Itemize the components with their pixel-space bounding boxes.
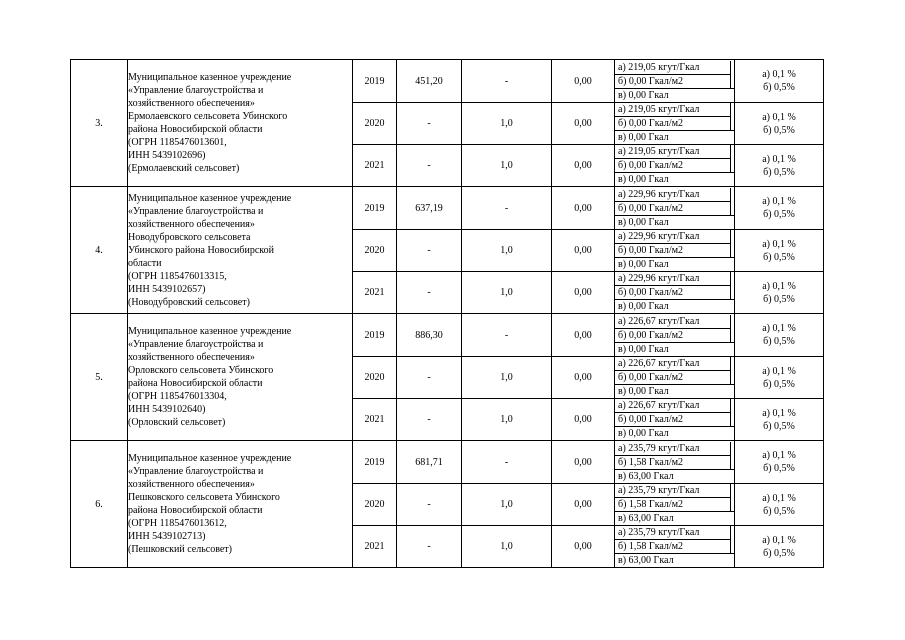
value-cell: 0,00	[552, 357, 615, 399]
value-cell: 451,20	[397, 60, 462, 103]
indicator-line: б) 1,58 Гкал/м2	[615, 497, 731, 511]
organization-line: хозяйственного обеспечения»	[128, 479, 255, 490]
indicator-cell	[615, 484, 735, 526]
year-cell: 2019	[353, 187, 397, 230]
target-line: а) 0,1 %	[762, 492, 796, 504]
value-cell: 1,0	[462, 484, 552, 526]
indicator-line: б) 0,00 Гкал/м2	[615, 412, 731, 426]
indicator-line: б) 0,00 Гкал/м2	[615, 74, 731, 88]
value-cell: 1,0	[462, 145, 552, 187]
organization-line: ИНН 5439102657)	[128, 283, 206, 295]
organization-line: «Управление благоустройства и	[128, 466, 264, 477]
target-line: б) 0,5%	[763, 293, 795, 305]
value-cell: 1,0	[462, 272, 552, 314]
target-line: б) 0,5%	[763, 336, 795, 347]
table-body	[71, 60, 824, 568]
organization-line: (Пешковский сельсовет)	[128, 544, 232, 555]
indicator-cell	[615, 526, 735, 568]
table-row	[71, 314, 824, 357]
indicator-line: а) 229,96 кгут/Гкал	[615, 230, 731, 243]
indicator-cell	[615, 187, 735, 230]
indicator-line: а) 226,67 кгут/Гкал	[615, 357, 731, 370]
target-cell	[735, 60, 824, 103]
organization-line: «Управление благоустройства и	[128, 339, 264, 350]
value-cell: 681,71	[397, 441, 462, 484]
organization-line: (ОГРН 1185476013612,	[128, 518, 227, 529]
indicator-line: б) 0,00 Гкал/м2	[615, 285, 731, 299]
indicator-line: а) 235,79 кгут/Гкал	[615, 526, 731, 539]
target-cell	[735, 399, 824, 441]
organization-line: (ОГРН 1185476013304,	[128, 391, 227, 402]
indicator-cell	[615, 230, 735, 272]
organization-line: (Орловский сельсовет)	[128, 417, 226, 428]
indicator-line: а) 219,05 кгут/Гкал	[615, 103, 731, 116]
value-cell: -	[462, 314, 552, 357]
table-row	[71, 187, 824, 230]
indicator-line: а) 226,67 кгут/Гкал	[615, 399, 731, 412]
organization-line: Муниципальное казенное учреждение	[128, 453, 292, 464]
value-cell: -	[397, 357, 462, 399]
indicator-cell	[615, 441, 735, 484]
organization-cell	[128, 314, 353, 441]
target-line: а) 0,1 %	[762, 365, 796, 377]
organization-line: хозяйственного обеспечения»	[128, 352, 255, 363]
year-cell: 2019	[353, 60, 397, 103]
organization-line: Муниципальное казенное учреждение	[128, 326, 292, 337]
target-line: а) 0,1 %	[762, 323, 796, 334]
indicator-line: а) 235,79 кгут/Гкал	[615, 484, 731, 497]
organization-line: Муниципальное казенное учреждение	[128, 192, 292, 204]
year-cell: 2021	[353, 526, 397, 568]
target-line: б) 0,5%	[763, 166, 795, 178]
organization-line: района Новосибирской области	[128, 505, 263, 516]
value-cell: 637,19	[397, 187, 462, 230]
indicator-cell	[615, 357, 735, 399]
value-cell: 1,0	[462, 103, 552, 145]
target-line: б) 0,5%	[763, 378, 795, 390]
organization-line: ИНН 5439102713)	[128, 531, 206, 542]
organization-line: хозяйственного обеспечения»	[128, 218, 255, 230]
value-cell: -	[462, 187, 552, 230]
indicator-cell	[615, 399, 735, 441]
organization-line: ИНН 5439102696)	[128, 150, 206, 161]
organization-line: хозяйственного обеспечения»	[128, 98, 255, 109]
organization-line: (Новодубровский сельсовет)	[128, 296, 250, 308]
organization-line: района Новосибирской области	[128, 124, 263, 135]
indicator-line: б) 0,00 Гкал/м2	[615, 243, 731, 257]
target-cell	[735, 484, 824, 526]
value-cell: 0,00	[552, 484, 615, 526]
value-cell: 0,00	[552, 441, 615, 484]
indicator-line: в) 0,00 Гкал	[615, 299, 734, 313]
target-line: б) 0,5%	[763, 251, 795, 263]
target-line: б) 0,5%	[763, 209, 795, 220]
value-cell: 0,00	[552, 103, 615, 145]
organization-line: Орловского сельсовета Убинского	[128, 365, 274, 376]
indicator-line: б) 0,00 Гкал/м2	[615, 158, 731, 172]
table-row	[71, 60, 824, 103]
value-cell: 886,30	[397, 314, 462, 357]
value-cell: -	[397, 272, 462, 314]
organization-line: Убинского района Новосибирской	[128, 244, 274, 256]
indicator-line: б) 0,00 Гкал/м2	[615, 328, 731, 342]
organization-line: «Управление благоустройства и	[128, 85, 264, 96]
target-line: а) 0,1 %	[762, 238, 796, 250]
indicator-line: б) 1,58 Гкал/м2	[615, 455, 731, 469]
indicator-line: в) 0,00 Гкал	[615, 384, 734, 398]
target-cell	[735, 526, 824, 568]
organization-line: ИНН 5439102640)	[128, 404, 206, 415]
organization-line: (ОГРН 1185476013601,	[128, 137, 227, 148]
organization-line: Муниципальное казенное учреждение	[128, 72, 292, 83]
indicator-line: а) 219,05 кгут/Гкал	[615, 61, 731, 74]
target-cell	[735, 103, 824, 145]
organization-line: Новодубровского сельсовета	[128, 231, 251, 243]
row-number: 4.	[71, 187, 128, 314]
target-line: а) 0,1 %	[762, 280, 796, 292]
row-number: 6.	[71, 441, 128, 568]
indicator-line: б) 0,00 Гкал/м2	[615, 116, 731, 130]
target-cell	[735, 314, 824, 357]
target-line: а) 0,1 %	[762, 69, 796, 80]
indicator-line: а) 229,96 кгут/Гкал	[615, 272, 731, 285]
value-cell: 0,00	[552, 314, 615, 357]
value-cell: -	[462, 441, 552, 484]
indicator-line: б) 0,00 Гкал/м2	[615, 201, 731, 215]
year-cell: 2019	[353, 441, 397, 484]
target-cell	[735, 441, 824, 484]
value-cell: -	[397, 484, 462, 526]
value-cell: -	[397, 230, 462, 272]
organization-line: Ермолаевского сельсовета Убинского	[128, 111, 288, 122]
target-cell	[735, 187, 824, 230]
indicator-line: в) 0,00 Гкал	[615, 426, 734, 440]
indicator-cell	[615, 145, 735, 187]
year-cell: 2020	[353, 230, 397, 272]
target-line: б) 0,5%	[763, 547, 795, 559]
target-line: б) 0,5%	[763, 463, 795, 474]
target-line: а) 0,1 %	[762, 196, 796, 207]
indicator-line: б) 0,00 Гкал/м2	[615, 370, 731, 384]
table-row	[71, 441, 824, 484]
target-cell	[735, 145, 824, 187]
organization-line: (ОГРН 1185476013315,	[128, 270, 227, 282]
target-line: а) 0,1 %	[762, 111, 796, 123]
indicator-line: а) 219,05 кгут/Гкал	[615, 145, 731, 158]
value-cell: 0,00	[552, 60, 615, 103]
indicator-line: а) 226,67 кгут/Гкал	[615, 315, 731, 328]
year-cell: 2019	[353, 314, 397, 357]
indicator-line: а) 229,96 кгут/Гкал	[615, 188, 731, 201]
indicator-line: в) 63,00 Гкал	[615, 469, 734, 483]
indicator-cell	[615, 314, 735, 357]
organization-cell	[128, 441, 353, 568]
year-cell: 2020	[353, 103, 397, 145]
year-cell: 2020	[353, 484, 397, 526]
year-cell: 2021	[353, 399, 397, 441]
row-number: 3.	[71, 60, 128, 187]
value-cell: 0,00	[552, 526, 615, 568]
indicator-line: в) 63,00 Гкал	[615, 553, 734, 567]
indicator-line: в) 0,00 Гкал	[615, 130, 734, 144]
value-cell: 0,00	[552, 145, 615, 187]
target-line: а) 0,1 %	[762, 153, 796, 165]
target-line: а) 0,1 %	[762, 534, 796, 546]
value-cell: 0,00	[552, 230, 615, 272]
row-number: 5.	[71, 314, 128, 441]
organization-line: Пешковского сельсовета Убинского	[128, 492, 280, 503]
indicator-line: а) 235,79 кгут/Гкал	[615, 442, 731, 455]
target-cell	[735, 272, 824, 314]
target-line: б) 0,5%	[763, 82, 795, 93]
value-cell: -	[397, 526, 462, 568]
value-cell: 0,00	[552, 399, 615, 441]
indicator-cell	[615, 60, 735, 103]
value-cell: 0,00	[552, 187, 615, 230]
value-cell: -	[397, 399, 462, 441]
year-cell: 2021	[353, 145, 397, 187]
organization-line: области	[128, 257, 162, 269]
organization-cell	[128, 60, 353, 187]
indicator-line: б) 1,58 Гкал/м2	[615, 539, 731, 553]
target-line: б) 0,5%	[763, 124, 795, 136]
value-cell: -	[397, 145, 462, 187]
year-cell: 2021	[353, 272, 397, 314]
organization-line: «Управление благоустройства и	[128, 205, 264, 217]
target-line: б) 0,5%	[763, 420, 795, 432]
indicator-cell	[615, 272, 735, 314]
indicator-line: в) 0,00 Гкал	[615, 88, 734, 102]
value-cell: 1,0	[462, 230, 552, 272]
target-line: а) 0,1 %	[762, 450, 796, 461]
target-line: б) 0,5%	[763, 505, 795, 517]
organization-line: района Новосибирской области	[128, 378, 263, 389]
value-cell: 1,0	[462, 399, 552, 441]
organization-cell	[128, 187, 353, 314]
energy-efficiency-table	[70, 59, 824, 568]
value-cell: 1,0	[462, 526, 552, 568]
indicator-line: в) 0,00 Гкал	[615, 215, 734, 229]
value-cell: -	[462, 60, 552, 103]
indicator-cell	[615, 103, 735, 145]
indicator-line: в) 0,00 Гкал	[615, 342, 734, 356]
indicator-line: в) 63,00 Гкал	[615, 511, 734, 525]
value-cell: 1,0	[462, 357, 552, 399]
target-cell	[735, 357, 824, 399]
value-cell: 0,00	[552, 272, 615, 314]
indicator-line: в) 0,00 Гкал	[615, 172, 734, 186]
indicator-line: в) 0,00 Гкал	[615, 257, 734, 271]
target-line: а) 0,1 %	[762, 407, 796, 419]
target-cell	[735, 230, 824, 272]
year-cell: 2020	[353, 357, 397, 399]
value-cell: -	[397, 103, 462, 145]
organization-line: (Ермолаевский сельсовет)	[128, 163, 240, 174]
